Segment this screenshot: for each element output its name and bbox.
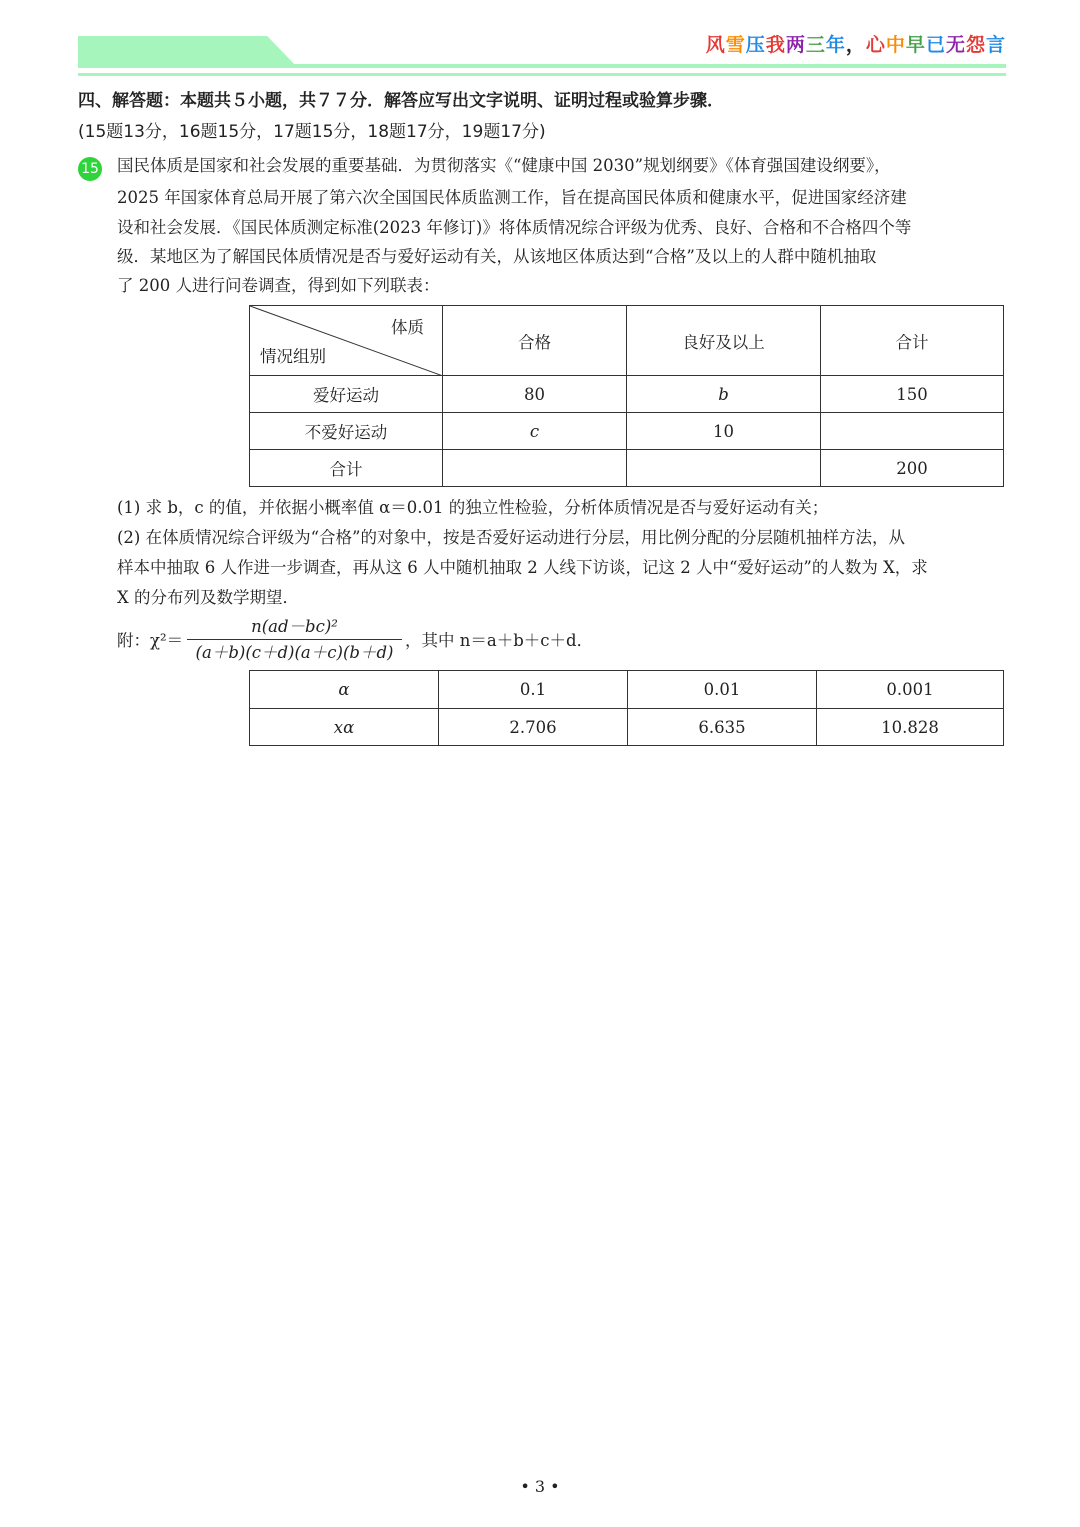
table-cell: 200 [821,450,1004,487]
motto-char: 我 [765,34,786,56]
formula-numerator: n(ad－bc)² [251,617,338,636]
table-corner-cell [250,306,443,376]
table-cell: 0.1 [439,671,628,709]
table-row-label: α [250,671,439,709]
motto-char: 怨 [965,34,986,56]
table-cell [627,450,821,487]
table-cell: 10 [627,413,821,450]
motto-char: 风 [705,34,726,56]
part-2-text-line-2: 样本中抽取 6 人作进一步调查，再从这 6 人中随机抽取 2 人线下访谈，记这 2 人中“爱好运动”的人数为 X，求 [117,558,928,577]
question-text-line-2: 2025 年国家体育总局开展了第六次全国国民体质监测工作，旨在提高国民体质和健康水平，促进国家经济建 [117,188,907,207]
table-row-label: 合计 [250,450,443,487]
question-number-badge: 15 [78,157,102,181]
part-1-text: (1) 求 b，c 的值，并依据小概率值 α＝0.01 的独立性检验，分析体质情况是否与爱好运动有关； [117,498,829,517]
critical-value-table [249,670,1004,746]
formula-suffix: ，其中 n＝a＋b＋c＋d． [405,631,594,650]
motto-char: 言 [985,34,1006,56]
part-2-text-line-3: X 的分布列及数学期望． [117,588,299,607]
question-text-line-4: 级．某地区为了解国民体质情况是否与爱好运动有关，从该地区体质达到“合格”及以上的人群中随机抽取 [117,247,877,266]
contingency-table [249,305,1004,487]
question-text-line-3: 设和社会发展．《国民体质测定标准(2023 年修订)》将体质情况综合评级为优秀、良好、合格和不合格四个等 [117,218,912,237]
table-row [250,450,1004,487]
table-cell: 6.635 [628,709,817,746]
table-cell: b [627,376,821,413]
header-motto [706,30,1006,57]
motto-char: ， [845,34,866,56]
table-row-label: 爱好运动 [250,376,443,413]
part-2-text-line-1: (2) 在体质情况综合评级为“合格”的对象中，按是否爱好运动进行分层，用比例分配的分层随机抽样方法，从 [117,528,905,547]
section-title: 四、解答题：本题共５小题，共７７分．解答应写出文字说明、证明过程或验算步骤． [78,91,724,111]
table-header: 合格 [443,306,627,376]
motto-char: 年 [825,34,846,56]
table-cell: 2.706 [439,709,628,746]
question-text-line-5: 了 200 人进行问卷调查，得到如下列联表： [117,276,440,295]
table-cell: 0.01 [628,671,817,709]
table-cell: 150 [821,376,1004,413]
table-row-label: xα [250,709,439,746]
table-cell: 10.828 [817,709,1004,746]
motto-char: 雪 [725,34,746,56]
motto-char: 早 [905,34,926,56]
table-cell [443,450,627,487]
table-cell: 0.001 [817,671,1004,709]
formula-denominator: (a＋b)(c＋d)(a＋c)(b＋d) [195,643,394,662]
chi-square-formula [117,615,717,665]
table-row [250,376,1004,413]
page-number: • 3 • [520,1477,560,1496]
table-corner-bottom: 情况组别 [260,347,326,366]
motto-char: 无 [945,34,966,56]
header-rule-bottom [78,73,1006,76]
motto-char: 中 [885,34,906,56]
motto-char: 已 [925,34,946,56]
table-cell: 80 [443,376,627,413]
table-corner-top: 体质 [391,318,424,337]
question-text-line-1: 国民体质是国家和社会发展的重要基础．为贯彻落实《“健康中国 2030”规划纲要》《体育强国建设纲要》， [117,156,891,175]
table-row [250,413,1004,450]
motto-char: 心 [865,34,886,56]
motto-char: 两 [785,34,806,56]
table-row-label: 不爱好运动 [250,413,443,450]
table-cell: c [443,413,627,450]
table-row [250,671,1004,709]
header-rule-top [78,64,1006,68]
table-cell [821,413,1004,450]
formula-prefix: 附：χ²＝ [117,631,184,650]
motto-char: 三 [805,34,826,56]
corner-diagonal-line [250,306,443,376]
table-row [250,709,1004,746]
section-score-breakdown: (15题13分，16题15分，17题15分，18题17分，19题17分) [78,122,546,142]
table-header: 合计 [821,306,1004,376]
formula-fraction [187,615,402,666]
motto-char: 压 [745,34,766,56]
table-header: 良好及以上 [627,306,821,376]
